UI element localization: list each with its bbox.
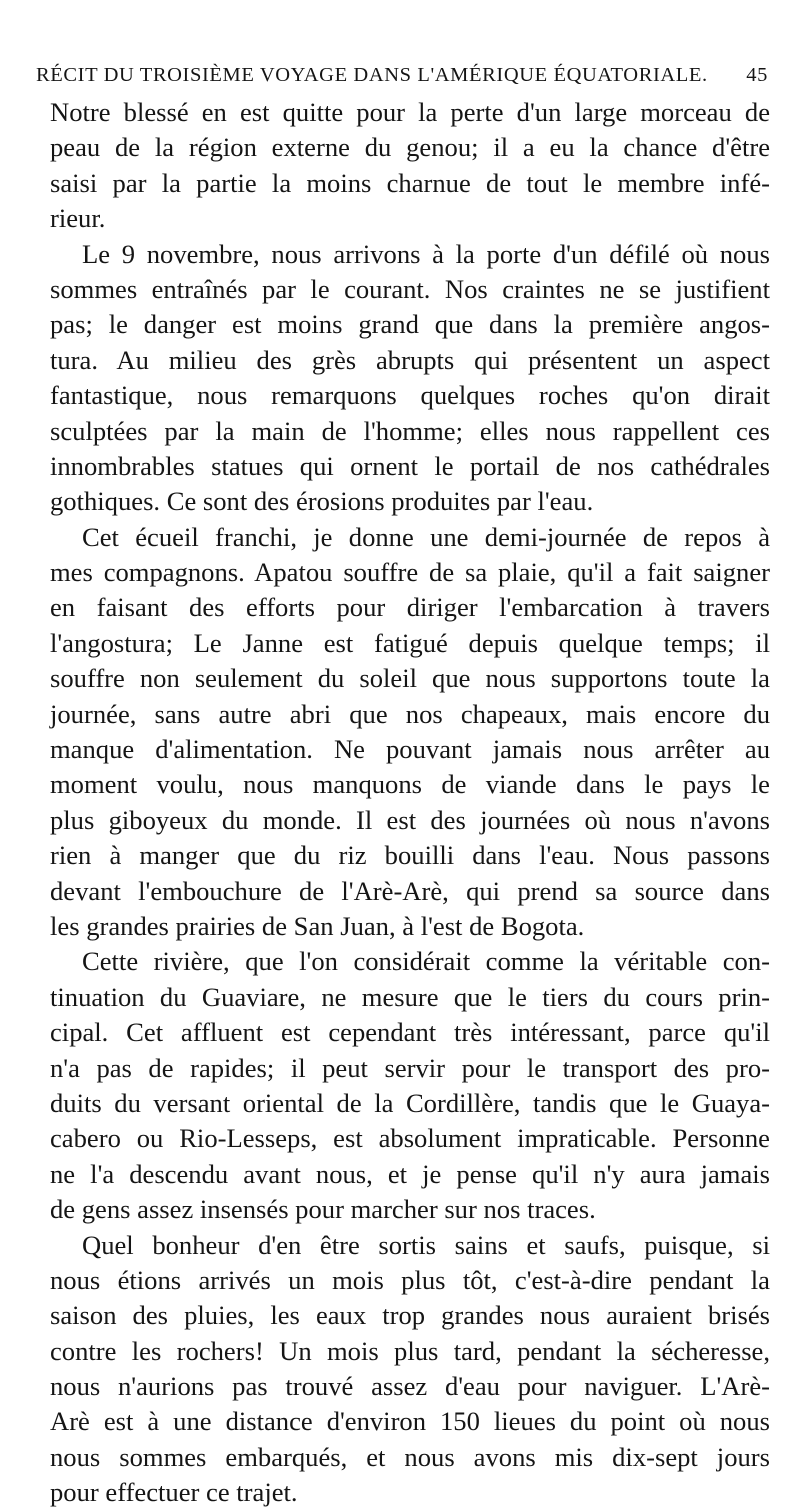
running-header (36, 60, 768, 90)
text-line: devant l'embouchure de l'Arè-Arè, qui prend sa source dans (50, 875, 770, 906)
text-line: Notre blessé en est quitte pour la perte d'un large morceau de (50, 97, 770, 127)
paragraph-end-line: pour effectuer ce trajet. (50, 1477, 298, 1508)
text-line: nous sommes embarqués, et nous avons mis dix-sept jours (50, 1441, 770, 1472)
text-line: rien à manger que du riz bouilli dans l'eau. Nous passons (50, 840, 770, 871)
text-line: saison des pluies, les eaux trop grandes nous auraient brisés (50, 1300, 770, 1331)
text-line: nous n'aurions pas trouvé assez d'eau pour naviguer. L'Arè- (50, 1371, 770, 1402)
text-line: peau de la région externe du genou; il a eu la chance d'être (50, 132, 770, 163)
text-line: souffre non seulement du soleil que nous supportons toute la (50, 663, 770, 694)
text-line: innombrables statues qui ornent le portail de nos cathédrales (50, 450, 770, 481)
text-line: Arè est à une distance d'environ 150 lieues du point où nous (50, 1406, 770, 1437)
text-line: tinuation du Guaviare, ne mesure que le tiers du cours prin- (50, 981, 770, 1012)
text-line: contre les rochers! Un mois plus tard, pendant la sécheresse, (50, 1335, 770, 1366)
text-line: pas; le danger est moins grand que dans la première angos- (50, 309, 770, 340)
text-line: tura. Au milieu des grès abrupts qui présentent un aspect (50, 344, 770, 375)
body-text (50, 95, 770, 1511)
text-line: l'angostura; Le Janne est fatigué depuis quelque temps; il (50, 627, 770, 658)
text-line: fantastique, nous remarquons quelques roches qu'on dirait (50, 380, 770, 411)
text-line: duits du versant oriental de la Cordillère, tandis que le Guaya- (50, 1087, 770, 1118)
text-line: nous étions arrivés un mois plus tôt, c'est-à-dire pendant la (50, 1264, 770, 1295)
text-line: en faisant des efforts pour diriger l'embarcation à travers (50, 592, 770, 623)
text-line: cipal. Cet affluent est cependant très intéressant, parce qu'il (50, 1017, 770, 1048)
paragraph-end-line: gothiques. Ce sont des érosions produites par l'eau. (50, 486, 594, 517)
running-title: RÉCIT DU TROISIÈME VOYAGE DANS L'AMÉRIQUE ÉQUATORIALE. (36, 64, 708, 86)
text-line: manque d'alimentation. Ne pouvant jamais nous arrêter au (50, 734, 770, 765)
text-line: cabero ou Rio-Lesseps, est absolument impraticable. Personne (50, 1123, 770, 1154)
text-line: sculptées par la main de l'homme; elles nous rappellent ces (50, 415, 770, 446)
text-line: journée, sans autre abri que nos chapeaux, mais encore du (50, 698, 770, 729)
text-line: ne l'a descendu avant nous, et je pense qu'il n'y aura jamais (50, 1158, 770, 1189)
text-line: sommes entraînés par le courant. Nos craintes ne se justifient (50, 273, 770, 304)
paragraph-end-line: les grandes prairies de San Juan, à l'est de Bogota. (50, 910, 585, 941)
text-line: mes compagnons. Apatou souffre de sa plaie, qu'il a fait saigner (50, 557, 770, 588)
paragraph-start-line: Le 9 novembre, nous arrivons à la porte d'un défilé où nous (82, 238, 770, 269)
paragraph-start-line: Cette rivière, que l'on considérait comme la véritable con- (82, 946, 770, 977)
paragraph-start-line: Quel bonheur d'en être sortis sains et saufs, puisque, si (82, 1229, 770, 1260)
text-line: plus giboyeux du monde. Il est des journées où nous n'avons (50, 804, 770, 835)
text-line: n'a pas de rapides; il peut servir pour le transport des pro- (50, 1052, 770, 1083)
paragraph-end-line: de gens assez insensés pour marcher sur nos traces. (50, 1194, 596, 1225)
text-line: saisi par la partie la moins charnue de tout le membre infé- (50, 167, 770, 198)
paragraph-end-line: rieur. (50, 203, 106, 234)
paragraph-start-line: Cet écueil franchi, je donne une demi-journée de repos à (82, 521, 770, 552)
page-number: 45 (746, 64, 768, 86)
text-line: moment voulu, nous manquons de viande dans le pays le (50, 769, 770, 800)
